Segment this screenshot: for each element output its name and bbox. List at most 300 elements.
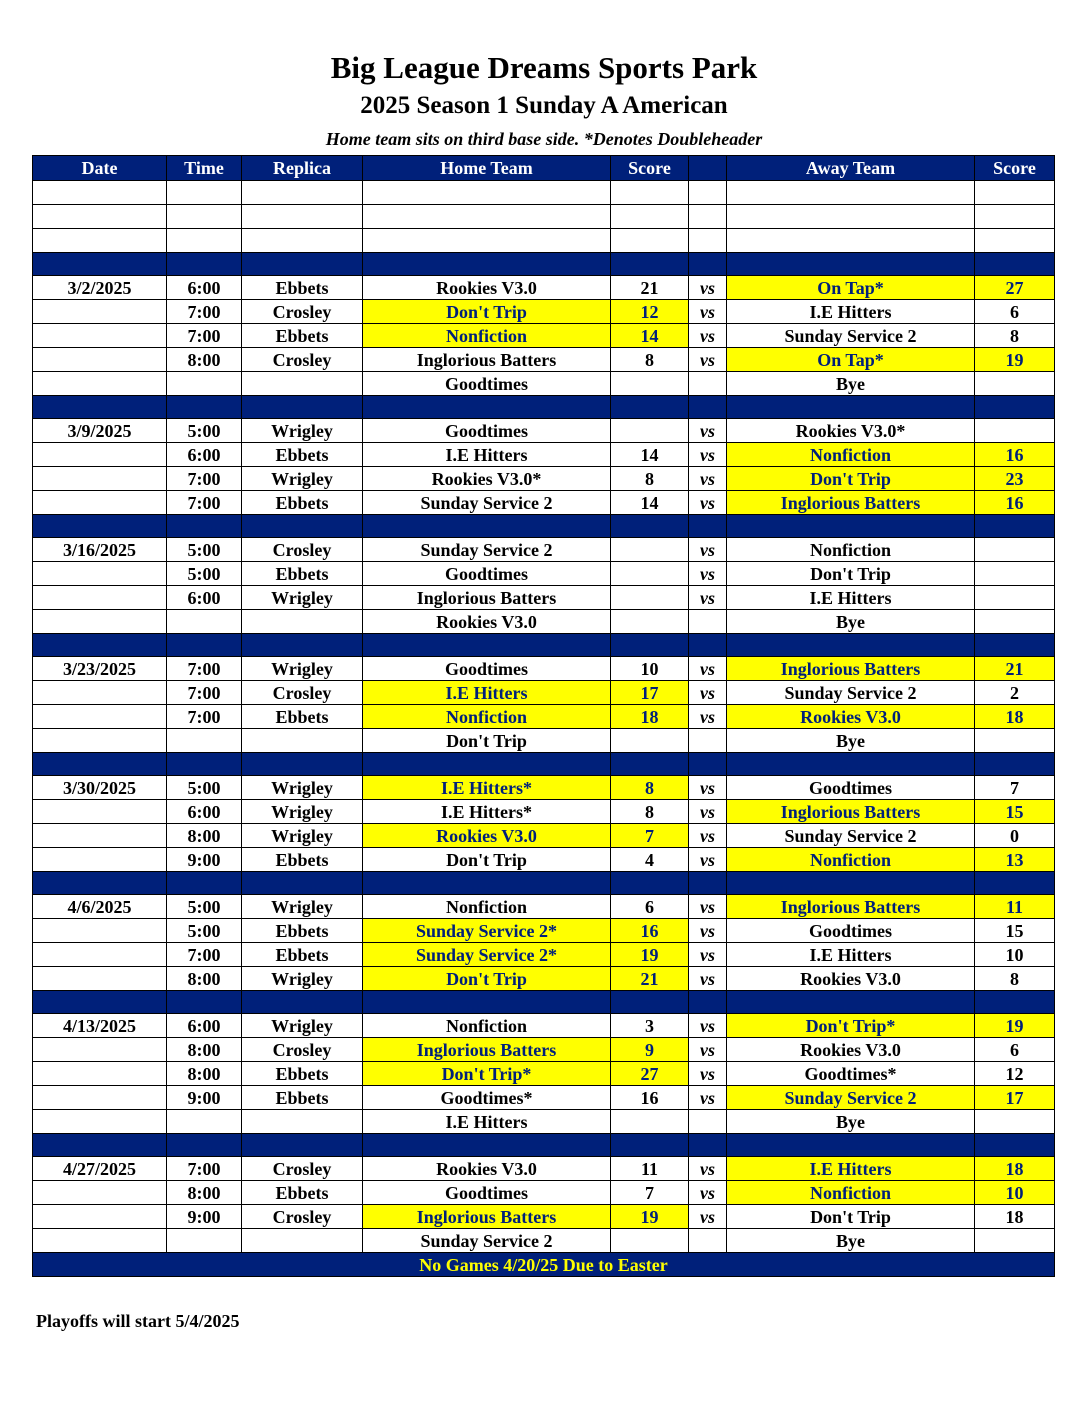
separator-cell <box>727 396 975 419</box>
vs-cell: vs <box>689 419 727 443</box>
date-cell <box>33 1062 167 1086</box>
away-team-cell: Sunday Service 2 <box>727 824 975 848</box>
vs-cell: vs <box>689 300 727 324</box>
time-cell: 9:00 <box>167 1086 242 1110</box>
separator-cell <box>975 872 1055 895</box>
date-cell <box>33 300 167 324</box>
vs-cell: vs <box>689 562 727 586</box>
table-row <box>33 610 1055 634</box>
home-team-cell: I.E Hitters <box>363 443 611 467</box>
col-away-team: Away Team <box>727 156 975 181</box>
table-row <box>33 776 1055 800</box>
replica-cell: Ebbets <box>242 562 363 586</box>
col-replica: Replica <box>242 156 363 181</box>
home-score-cell: 7 <box>611 1181 689 1205</box>
home-score-cell: 21 <box>611 276 689 300</box>
vs-cell: vs <box>689 538 727 562</box>
separator-cell <box>611 253 689 276</box>
vs-cell: vs <box>689 800 727 824</box>
away-score-cell: 18 <box>975 705 1055 729</box>
vs-cell: vs <box>689 586 727 610</box>
away-score-cell: 18 <box>975 1157 1055 1181</box>
away-team-cell: Don't Trip <box>727 562 975 586</box>
col-vs <box>689 156 727 181</box>
week-separator <box>33 515 1055 538</box>
date-cell <box>33 943 167 967</box>
time-cell: 7:00 <box>167 324 242 348</box>
away-team-cell: Bye <box>727 372 975 396</box>
time-cell: 8:00 <box>167 1062 242 1086</box>
vs-cell: vs <box>689 324 727 348</box>
table-row <box>33 824 1055 848</box>
vs-cell: vs <box>689 848 727 872</box>
time-cell: 5:00 <box>167 538 242 562</box>
table-row <box>33 538 1055 562</box>
separator-cell <box>363 1134 611 1157</box>
away-score-cell: 8 <box>975 324 1055 348</box>
date-cell <box>33 1086 167 1110</box>
separator-cell <box>242 253 363 276</box>
away-team-cell: Don't Trip <box>727 467 975 491</box>
time-cell: 6:00 <box>167 586 242 610</box>
home-team-cell: Sunday Service 2 <box>363 538 611 562</box>
col-away-score: Score <box>975 156 1055 181</box>
time-cell <box>167 610 242 634</box>
table-row <box>33 229 1055 253</box>
table-row <box>33 1014 1055 1038</box>
date-cell: 4/13/2025 <box>33 1014 167 1038</box>
home-team-cell: Sunday Service 2 <box>363 491 611 515</box>
home-team-cell: I.E Hitters* <box>363 776 611 800</box>
time-cell: 5:00 <box>167 776 242 800</box>
home-team-cell: Nonfiction <box>363 895 611 919</box>
home-team-cell: I.E Hitters* <box>363 800 611 824</box>
away-score-cell: 10 <box>975 1181 1055 1205</box>
header-row <box>33 156 1055 181</box>
replica-cell: Ebbets <box>242 443 363 467</box>
separator-cell <box>611 872 689 895</box>
separator-cell <box>242 396 363 419</box>
separator-cell <box>689 1134 727 1157</box>
home-team-cell: Inglorious Batters <box>363 348 611 372</box>
away-score-cell <box>975 181 1055 205</box>
col-time: Time <box>167 156 242 181</box>
home-team-cell: Sunday Service 2* <box>363 919 611 943</box>
table-row <box>33 372 1055 396</box>
week-separator <box>33 396 1055 419</box>
separator-cell <box>167 396 242 419</box>
separator-cell <box>363 991 611 1014</box>
home-team-cell: Goodtimes <box>363 372 611 396</box>
separator-cell <box>611 991 689 1014</box>
away-score-cell <box>975 729 1055 753</box>
home-score-cell <box>611 562 689 586</box>
home-team-cell: I.E Hitters <box>363 1110 611 1134</box>
away-score-cell: 17 <box>975 1086 1055 1110</box>
separator-cell <box>689 634 727 657</box>
table-row <box>33 300 1055 324</box>
time-cell: 7:00 <box>167 467 242 491</box>
vs-cell <box>689 1110 727 1134</box>
page-note: Home team sits on third base side. *Denotes Doubleheader <box>325 129 763 149</box>
separator-cell <box>611 1134 689 1157</box>
home-team-cell: Inglorious Batters <box>363 586 611 610</box>
schedule-body <box>33 181 1055 1277</box>
replica-cell: Crosley <box>242 1157 363 1181</box>
away-team-cell <box>727 205 975 229</box>
table-row <box>33 562 1055 586</box>
away-team-cell: Rookies V3.0 <box>727 967 975 991</box>
time-cell: 6:00 <box>167 443 242 467</box>
away-score-cell: 27 <box>975 276 1055 300</box>
vs-cell: vs <box>689 776 727 800</box>
date-cell <box>33 1038 167 1062</box>
away-team-cell: On Tap* <box>727 276 975 300</box>
table-row <box>33 943 1055 967</box>
home-score-cell <box>611 586 689 610</box>
away-score-cell: 11 <box>975 895 1055 919</box>
away-team-cell: I.E Hitters <box>727 943 975 967</box>
separator-cell <box>975 515 1055 538</box>
separator-cell <box>33 1134 167 1157</box>
away-team-cell: I.E Hitters <box>727 586 975 610</box>
away-team-cell: Nonfiction <box>727 848 975 872</box>
separator-cell <box>363 872 611 895</box>
vs-cell: vs <box>689 1157 727 1181</box>
time-cell <box>167 1229 242 1253</box>
vs-cell: vs <box>689 1014 727 1038</box>
separator-cell <box>611 396 689 419</box>
separator-cell <box>242 634 363 657</box>
table-row <box>33 1062 1055 1086</box>
home-team-cell: Don't Trip <box>363 848 611 872</box>
away-score-cell <box>975 372 1055 396</box>
time-cell: 7:00 <box>167 1157 242 1181</box>
home-team-cell <box>363 205 611 229</box>
away-score-cell: 6 <box>975 300 1055 324</box>
date-cell <box>33 848 167 872</box>
away-team-cell: Goodtimes* <box>727 1062 975 1086</box>
home-score-cell: 27 <box>611 1062 689 1086</box>
vs-cell: vs <box>689 967 727 991</box>
date-cell <box>33 586 167 610</box>
table-row <box>33 1205 1055 1229</box>
home-score-cell: 11 <box>611 1157 689 1181</box>
separator-cell <box>727 634 975 657</box>
date-cell <box>33 205 167 229</box>
separator-cell <box>611 634 689 657</box>
replica-cell: Crosley <box>242 1038 363 1062</box>
away-team-cell <box>727 181 975 205</box>
vs-cell <box>689 181 727 205</box>
home-score-cell: 10 <box>611 657 689 681</box>
date-cell <box>33 372 167 396</box>
vs-cell: vs <box>689 1181 727 1205</box>
date-cell <box>33 1229 167 1253</box>
home-team-cell: Inglorious Batters <box>363 1205 611 1229</box>
time-cell: 7:00 <box>167 300 242 324</box>
separator-cell <box>167 872 242 895</box>
away-team-cell: Nonfiction <box>727 1181 975 1205</box>
home-score-cell: 12 <box>611 300 689 324</box>
separator-cell <box>33 396 167 419</box>
time-cell: 7:00 <box>167 943 242 967</box>
time-cell: 7:00 <box>167 491 242 515</box>
home-score-cell <box>611 610 689 634</box>
home-score-cell <box>611 181 689 205</box>
col-home-score: Score <box>611 156 689 181</box>
home-score-cell <box>611 205 689 229</box>
vs-cell <box>689 229 727 253</box>
away-score-cell <box>975 1229 1055 1253</box>
away-team-cell: Bye <box>727 1229 975 1253</box>
home-score-cell: 6 <box>611 895 689 919</box>
date-cell <box>33 967 167 991</box>
separator-cell <box>167 753 242 776</box>
separator-cell <box>975 753 1055 776</box>
separator-cell <box>689 253 727 276</box>
time-cell: 6:00 <box>167 276 242 300</box>
table-row <box>33 1038 1055 1062</box>
replica-cell: Ebbets <box>242 1086 363 1110</box>
away-team-cell: Inglorious Batters <box>727 657 975 681</box>
col-home-team: Home Team <box>363 156 611 181</box>
date-cell <box>33 324 167 348</box>
table-row <box>33 800 1055 824</box>
schedule-table <box>32 155 1055 1277</box>
separator-cell <box>727 872 975 895</box>
away-team-cell: On Tap* <box>727 348 975 372</box>
week-separator <box>33 991 1055 1014</box>
date-cell: 3/30/2025 <box>33 776 167 800</box>
away-team-cell: Goodtimes <box>727 776 975 800</box>
date-cell <box>33 348 167 372</box>
home-team-cell: Goodtimes <box>363 562 611 586</box>
date-cell <box>33 443 167 467</box>
col-date: Date <box>33 156 167 181</box>
home-team-cell: Goodtimes <box>363 657 611 681</box>
separator-cell <box>363 396 611 419</box>
time-cell <box>167 372 242 396</box>
replica-cell <box>242 1110 363 1134</box>
home-team-cell: Don't Trip <box>363 729 611 753</box>
replica-cell: Crosley <box>242 1205 363 1229</box>
separator-cell <box>975 253 1055 276</box>
separator-cell <box>167 991 242 1014</box>
date-cell: 3/2/2025 <box>33 276 167 300</box>
time-cell: 8:00 <box>167 348 242 372</box>
time-cell <box>167 1110 242 1134</box>
table-row <box>33 491 1055 515</box>
date-cell <box>33 610 167 634</box>
home-team-cell: Goodtimes <box>363 1181 611 1205</box>
away-score-cell: 18 <box>975 1205 1055 1229</box>
home-score-cell <box>611 372 689 396</box>
separator-cell <box>727 991 975 1014</box>
table-row <box>33 348 1055 372</box>
date-cell <box>33 824 167 848</box>
away-score-cell: 16 <box>975 443 1055 467</box>
away-team-cell: Bye <box>727 1110 975 1134</box>
separator-cell <box>689 991 727 1014</box>
time-cell: 5:00 <box>167 562 242 586</box>
replica-cell: Wrigley <box>242 967 363 991</box>
home-team-cell: Goodtimes* <box>363 1086 611 1110</box>
away-score-cell: 7 <box>975 776 1055 800</box>
replica-cell: Ebbets <box>242 1181 363 1205</box>
away-score-cell: 2 <box>975 681 1055 705</box>
away-score-cell <box>975 205 1055 229</box>
home-team-cell <box>363 181 611 205</box>
time-cell: 7:00 <box>167 657 242 681</box>
time-cell <box>167 181 242 205</box>
replica-cell: Wrigley <box>242 895 363 919</box>
home-score-cell: 3 <box>611 1014 689 1038</box>
separator-cell <box>727 515 975 538</box>
vs-cell: vs <box>689 467 727 491</box>
vs-cell: vs <box>689 657 727 681</box>
replica-cell: Ebbets <box>242 943 363 967</box>
table-row <box>33 181 1055 205</box>
date-cell <box>33 705 167 729</box>
away-team-cell: Don't Trip* <box>727 1014 975 1038</box>
separator-cell <box>689 872 727 895</box>
table-row <box>33 586 1055 610</box>
replica-cell: Ebbets <box>242 491 363 515</box>
away-team-cell: Nonfiction <box>727 443 975 467</box>
separator-cell <box>975 1134 1055 1157</box>
separator-cell <box>727 753 975 776</box>
away-score-cell: 15 <box>975 919 1055 943</box>
away-score-cell: 23 <box>975 467 1055 491</box>
week-separator <box>33 753 1055 776</box>
vs-cell: vs <box>689 443 727 467</box>
playoffs-note: Playoffs will start 5/4/2025 <box>36 1311 240 1331</box>
separator-cell <box>363 634 611 657</box>
date-cell: 4/6/2025 <box>33 895 167 919</box>
date-cell <box>33 491 167 515</box>
date-cell: 3/9/2025 <box>33 419 167 443</box>
vs-cell <box>689 729 727 753</box>
separator-cell <box>975 991 1055 1014</box>
replica-cell: Crosley <box>242 300 363 324</box>
away-score-cell: 6 <box>975 1038 1055 1062</box>
replica-cell: Crosley <box>242 681 363 705</box>
table-row <box>33 657 1055 681</box>
away-team-cell: Inglorious Batters <box>727 491 975 515</box>
away-team-cell: I.E Hitters <box>727 300 975 324</box>
home-score-cell: 4 <box>611 848 689 872</box>
time-cell: 6:00 <box>167 1014 242 1038</box>
home-score-cell: 9 <box>611 1038 689 1062</box>
time-cell: 6:00 <box>167 800 242 824</box>
separator-cell <box>363 253 611 276</box>
separator-cell <box>167 515 242 538</box>
separator-cell <box>689 515 727 538</box>
separator-cell <box>242 1134 363 1157</box>
vs-cell: vs <box>689 681 727 705</box>
week-separator <box>33 1134 1055 1157</box>
replica-cell: Ebbets <box>242 1062 363 1086</box>
footer-row <box>33 1253 1055 1277</box>
away-team-cell: Nonfiction <box>727 538 975 562</box>
home-score-cell: 18 <box>611 705 689 729</box>
home-team-cell: Nonfiction <box>363 705 611 729</box>
replica-cell: Wrigley <box>242 776 363 800</box>
separator-cell <box>727 1134 975 1157</box>
separator-cell <box>33 515 167 538</box>
home-score-cell <box>611 229 689 253</box>
away-score-cell: 10 <box>975 943 1055 967</box>
home-team-cell: Nonfiction <box>363 1014 611 1038</box>
date-cell <box>33 681 167 705</box>
replica-cell: Crosley <box>242 348 363 372</box>
home-team-cell: Goodtimes <box>363 419 611 443</box>
separator-cell <box>33 253 167 276</box>
replica-cell <box>242 610 363 634</box>
away-score-cell: 16 <box>975 491 1055 515</box>
table-row <box>33 419 1055 443</box>
time-cell: 8:00 <box>167 824 242 848</box>
separator-cell <box>611 515 689 538</box>
away-score-cell: 8 <box>975 967 1055 991</box>
home-score-cell: 19 <box>611 943 689 967</box>
time-cell: 5:00 <box>167 919 242 943</box>
date-cell <box>33 229 167 253</box>
away-team-cell: Rookies V3.0 <box>727 1038 975 1062</box>
home-score-cell: 14 <box>611 324 689 348</box>
date-cell: 3/16/2025 <box>33 538 167 562</box>
away-score-cell: 19 <box>975 1014 1055 1038</box>
away-score-cell <box>975 586 1055 610</box>
away-team-cell: Sunday Service 2 <box>727 681 975 705</box>
home-team-cell: Nonfiction <box>363 324 611 348</box>
date-cell <box>33 729 167 753</box>
home-team-cell: Rookies V3.0 <box>363 276 611 300</box>
vs-cell <box>689 205 727 229</box>
table-row <box>33 1181 1055 1205</box>
home-score-cell <box>611 538 689 562</box>
away-team-cell: Inglorious Batters <box>727 895 975 919</box>
away-team-cell <box>727 229 975 253</box>
separator-cell <box>33 991 167 1014</box>
time-cell: 8:00 <box>167 1038 242 1062</box>
home-team-cell: Rookies V3.0 <box>363 1157 611 1181</box>
vs-cell: vs <box>689 1086 727 1110</box>
table-row <box>33 467 1055 491</box>
table-row <box>33 1086 1055 1110</box>
home-score-cell <box>611 729 689 753</box>
table-row <box>33 1157 1055 1181</box>
home-score-cell <box>611 1229 689 1253</box>
page-title: Big League Dreams Sports Park <box>330 50 758 85</box>
time-cell <box>167 205 242 229</box>
home-score-cell: 14 <box>611 443 689 467</box>
replica-cell <box>242 1229 363 1253</box>
replica-cell: Wrigley <box>242 657 363 681</box>
table-row <box>33 443 1055 467</box>
table-row <box>33 967 1055 991</box>
vs-cell: vs <box>689 1038 727 1062</box>
replica-cell <box>242 229 363 253</box>
replica-cell: Wrigley <box>242 586 363 610</box>
time-cell: 7:00 <box>167 705 242 729</box>
home-team-cell: Sunday Service 2 <box>363 1229 611 1253</box>
away-score-cell <box>975 562 1055 586</box>
replica-cell: Wrigley <box>242 800 363 824</box>
time-cell: 8:00 <box>167 967 242 991</box>
home-score-cell: 16 <box>611 919 689 943</box>
